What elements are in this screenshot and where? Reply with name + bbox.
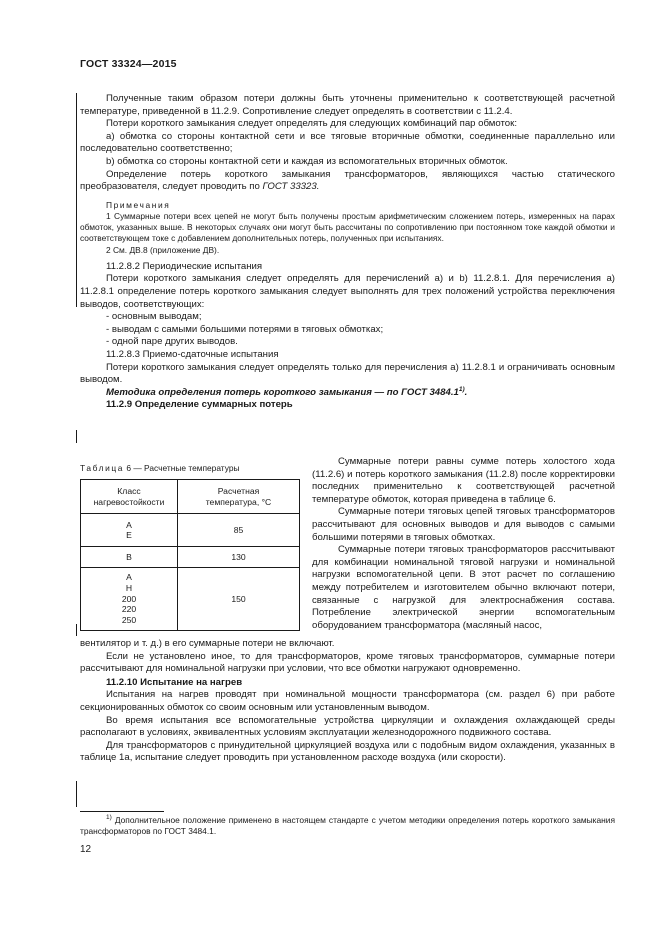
- section-heading: 11.2.8.2 Периодические испытания: [106, 260, 263, 272]
- list-item: - основным выводам;: [106, 311, 202, 323]
- note-item: 1 Суммарные потери всех цепей не могут быть получены простым арифметическим сложением потерь, измеренных на парах обмоток, указанных выше. В некоторых случаях они могут быть рассчитаны по сопротивлению при постоянном токе каждой обмотки и соответствующем токе с добавлением дополнительных потерь, полученных при испытаниях.: [80, 210, 615, 244]
- class-cell: В: [81, 547, 178, 568]
- paragraph: Потери короткого замыкания следует определять для перечислений а) и b) 11.2.8.1. Для перечисления а) 11.2.8.1 определение потерь короткого замыкания следует выполнять для трех положений устройства переключения выводов, соответствующих:: [80, 273, 615, 310]
- paragraph: Для трансформаторов с принудительной циркуляцией воздуха или с подобным видом охлаждения, указанных в таблице 1а, испытание следует проводить при установленном расходе воздуха (или скорости).: [80, 739, 615, 764]
- table-header-row: [81, 480, 300, 514]
- section-heading: 11.2.9 Определение суммарных потерь: [106, 399, 293, 411]
- temp-cell: 130: [178, 547, 300, 568]
- class-cell: А Н 200 220 250: [81, 568, 178, 631]
- list-item: - одной паре других выводов.: [106, 336, 238, 348]
- paragraph: Определение потерь короткого замыкания трансформаторов, являющихся частью статического преобразователя, следует проводить по ГОСТ 33323.: [80, 168, 615, 193]
- note-item: 2 См. ДВ.8 (приложение ДВ).: [106, 244, 220, 255]
- text-block-2: [80, 638, 615, 765]
- list-item: b) обмотка со стороны контактной сети и каждая из вспомогательных вторичных обмоток.: [106, 155, 508, 167]
- temp-cell: 150: [178, 568, 300, 631]
- table-row: [81, 547, 300, 568]
- change-bar: [76, 93, 77, 307]
- standard-header: ГОСТ 33324—2015: [80, 58, 177, 70]
- change-bar: [76, 781, 77, 807]
- paragraph: Суммарные потери тяговых цепей тяговых трансформаторов рассчитывают для основных выводов и для выводов с самыми большими потерями в тяговых обмотках.: [312, 506, 615, 543]
- change-bar: [76, 430, 77, 443]
- change-bar: [76, 624, 77, 636]
- paragraph: Испытания на нагрев проводят при номинальной мощности трансформатора (см. раздел 6) при работе секционированных обмоток со своим основным или установленным выводом.: [80, 689, 615, 713]
- class-cell: А Е: [81, 514, 178, 547]
- paragraph: Потери короткого замыкания следует определять для следующих комбинаций пар обмоток:: [106, 118, 517, 130]
- method-heading: Методика определения потерь короткого замыкания — по ГОСТ 3484.1$^{1)}$.: [106, 385, 468, 398]
- list-item: - выводам с самыми большими потерями в тяговых обмотках;: [106, 323, 384, 335]
- col-header-class: Класс нагревостойкости: [81, 480, 178, 514]
- paragraph: вентилятор и т. д.) в его суммарные потери не включают.: [80, 638, 335, 649]
- text-right-column: [312, 456, 615, 632]
- paragraph: Суммарные потери тяговых трансформаторов рассчитывают для комбинации номинальной тяговой нагрузки и номинальной нагрузки вспомогательной цепи. В этот расчет по соглашению между потребителем и изготовителем обычно включают потери, связанные с нагрузкой для электроснабжения состава. Потребление электрической энергии вспомогательным оборудованием трансформатора (масляный насос,: [312, 544, 615, 631]
- col-header-temp: Расчетная температура, °С: [178, 480, 300, 514]
- footnote-ref: 1): [458, 385, 465, 393]
- standard-reference: ГОСТ 33323.: [262, 181, 320, 193]
- paragraph: Потери короткого замыкания следует определять только для перечисления а) 11.2.8.1 и ограничивать основным выводом.: [80, 361, 615, 386]
- section-heading: 11.2.10 Испытание на нагрев: [106, 676, 243, 688]
- footnote-text: Дополнительное положение применено в настоящем стандарте с учетом методики определения потерь короткого замыкания трансформаторов по ГОСТ 3484.1.: [80, 815, 616, 837]
- paragraph: Суммарные потери равны сумме потерь холостого хода (11.2.6) и потерь короткого замыкания (11.2.8) после корректировки последних применительно к соответствующей расчетной температуре обмоток, которая приведена в таблице 6.: [312, 456, 615, 505]
- temp-cell: 85: [178, 514, 300, 547]
- page-number: 12: [80, 844, 92, 855]
- temperature-table: [80, 479, 300, 631]
- paragraph: Если не установлено иное, то для трансформаторов, кроме тяговых трансформаторов, суммарные потери рассчитывают для номинальной нагрузки при условии, что все обмотки нагружают одновременно.: [80, 650, 615, 675]
- paragraph: Во время испытания все вспомогательные устройства циркуляции и охлаждения охлаждающей среды располагают в условиях, эквивалентных условиям эксплуатации железнодорожного подвижного состава.: [80, 714, 615, 739]
- table-row: [81, 514, 300, 547]
- footnote-divider: [80, 811, 164, 812]
- paragraph: Полученные таким образом потери должны быть уточнены применительно к соответствующей расчетной температуре, приведенной в 11.2.9. Сопротивление следует определять в соответствии с 11.2.4.: [80, 93, 615, 117]
- footnote-mark: 1): [106, 814, 112, 822]
- footnote: [80, 815, 615, 837]
- table-caption: Таблица 6 — Расчетные температуры: [80, 463, 240, 473]
- text-block-1: [80, 93, 615, 412]
- section-heading: 11.2.8.3 Приемо-сдаточные испытания: [106, 348, 279, 360]
- table-row: [81, 568, 300, 631]
- notes-title: Примечания: [106, 199, 171, 210]
- list-item: а) обмотка со стороны контактной сети и все тяговые вторичные обмотки, соединенные параллельно или последовательно соответственно;: [80, 130, 615, 155]
